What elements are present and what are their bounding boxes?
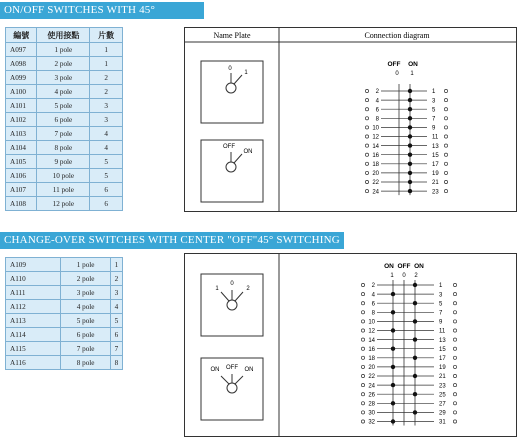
terminal-num-right: 25 bbox=[439, 392, 446, 399]
terminal-right bbox=[453, 365, 456, 368]
diag-label-off: OFF bbox=[387, 61, 401, 68]
terminal-num-right: 7 bbox=[432, 116, 436, 123]
terminal-right bbox=[444, 162, 447, 165]
cell-code: A116 bbox=[6, 356, 61, 370]
cell-contacts: 4 pole bbox=[37, 85, 90, 99]
table-row bbox=[6, 356, 123, 370]
table-row bbox=[6, 155, 123, 169]
terminal-right bbox=[453, 283, 456, 286]
terminal-left bbox=[361, 384, 364, 387]
table-row bbox=[6, 141, 123, 155]
terminal-num-left: 16 bbox=[372, 152, 379, 159]
terminal-num-right: 1 bbox=[432, 89, 436, 96]
cell-pieces: 8 bbox=[110, 356, 122, 370]
terminal-num-right: 15 bbox=[432, 152, 439, 159]
contact-dot bbox=[413, 337, 417, 341]
terminal-right bbox=[453, 393, 456, 396]
contact-dot bbox=[413, 283, 417, 287]
cell-contacts: 6 pole bbox=[61, 328, 111, 342]
terminal-num-left: 12 bbox=[372, 134, 379, 141]
contact-dot bbox=[391, 310, 395, 314]
terminal-num-left: 30 bbox=[368, 410, 375, 417]
terminal-num-left: 10 bbox=[368, 319, 375, 326]
cell-pieces: 5 bbox=[90, 155, 123, 169]
section2-drawing bbox=[185, 254, 516, 436]
cell-pieces: 1 bbox=[90, 57, 123, 71]
terminal-num-left: 20 bbox=[368, 365, 375, 372]
cell-contacts: 12 pole bbox=[37, 197, 90, 211]
terminal-right bbox=[453, 347, 456, 350]
cell-code: A107 bbox=[6, 183, 37, 197]
cell-contacts: 2 pole bbox=[61, 272, 111, 286]
plate3-label-1: 1 bbox=[215, 286, 219, 292]
terminal-right bbox=[444, 89, 447, 92]
terminal-num-left: 10 bbox=[372, 125, 379, 132]
table-row bbox=[6, 169, 123, 183]
terminal-right bbox=[444, 190, 447, 193]
terminal-num-right: 17 bbox=[432, 162, 439, 168]
terminal-right bbox=[444, 180, 447, 183]
cell-pieces: 1 bbox=[90, 43, 123, 57]
diag2-label-on-left: ON bbox=[384, 263, 394, 270]
contact-dot bbox=[408, 143, 412, 147]
terminal-num-left: 6 bbox=[375, 107, 379, 114]
cell-contacts: 1 pole bbox=[37, 43, 90, 57]
table-row bbox=[6, 300, 123, 314]
terminal-num-right: 7 bbox=[439, 310, 443, 317]
terminal-num-right: 5 bbox=[432, 107, 436, 114]
diag2-pos-0: 0 bbox=[402, 273, 406, 279]
terminal-right bbox=[453, 311, 456, 314]
cell-pieces: 4 bbox=[90, 141, 123, 155]
terminal-num-right: 23 bbox=[432, 189, 439, 196]
cell-pieces: 3 bbox=[90, 99, 123, 113]
col-header-pieces: 片數 bbox=[90, 28, 123, 43]
terminal-num-right: 9 bbox=[432, 125, 436, 132]
contact-dot bbox=[408, 134, 412, 138]
cell-code: A105 bbox=[6, 155, 37, 169]
terminal-num-left: 26 bbox=[368, 392, 375, 399]
terminal-num-left: 2 bbox=[371, 283, 375, 290]
table-row bbox=[6, 342, 123, 356]
terminal-left bbox=[365, 126, 368, 129]
contact-dot bbox=[408, 189, 412, 193]
terminal-num-right: 3 bbox=[439, 292, 443, 299]
terminal-left bbox=[365, 162, 368, 165]
section2-panel bbox=[184, 253, 517, 437]
terminal-num-right: 21 bbox=[432, 180, 439, 187]
terminal-num-left: 24 bbox=[372, 189, 379, 196]
plate3-label-0: 0 bbox=[230, 281, 234, 287]
cell-code: A104 bbox=[6, 141, 37, 155]
cell-code: A112 bbox=[6, 300, 61, 314]
contact-dot bbox=[413, 410, 417, 414]
col-header-code: 編號 bbox=[6, 28, 37, 43]
terminal-num-left: 4 bbox=[371, 292, 375, 299]
cell-pieces: 5 bbox=[110, 314, 122, 328]
terminal-num-left: 6 bbox=[371, 301, 375, 308]
table-row bbox=[6, 99, 123, 113]
cell-contacts: 6 pole bbox=[37, 113, 90, 127]
terminal-right bbox=[453, 338, 456, 341]
terminal-left bbox=[365, 117, 368, 120]
terminal-right bbox=[453, 374, 456, 377]
cell-contacts: 8 pole bbox=[37, 141, 90, 155]
knob-2 bbox=[226, 162, 236, 172]
terminal-left bbox=[361, 411, 364, 414]
cell-pieces: 2 bbox=[110, 272, 122, 286]
terminal-num-left: 18 bbox=[368, 356, 375, 362]
terminal-left bbox=[365, 180, 368, 183]
terminal-right bbox=[444, 144, 447, 147]
terminal-left bbox=[361, 347, 364, 350]
connection-diagram-2 bbox=[361, 263, 456, 426]
plate2-label-on: ON bbox=[243, 149, 253, 155]
panel-head-nameplate: Name Plate bbox=[213, 31, 251, 40]
terminal-num-right: 5 bbox=[439, 301, 443, 308]
terminal-num-right: 15 bbox=[439, 346, 446, 353]
terminal-right bbox=[453, 293, 456, 296]
contact-dot bbox=[413, 356, 417, 360]
section1-panel bbox=[184, 27, 517, 212]
terminal-right bbox=[453, 329, 456, 332]
table-row bbox=[6, 272, 123, 286]
contact-dot bbox=[408, 89, 412, 93]
cell-contacts: 11 pole bbox=[37, 183, 90, 197]
plate1-label-1: 1 bbox=[244, 70, 248, 76]
cell-code: A111 bbox=[6, 286, 61, 300]
plate4-label-on-right: ON bbox=[244, 367, 254, 373]
cell-code: A114 bbox=[6, 328, 61, 342]
cell-code: A115 bbox=[6, 342, 61, 356]
terminal-num-right: 31 bbox=[439, 419, 446, 426]
cell-code: A101 bbox=[6, 99, 37, 113]
terminal-num-right: 19 bbox=[439, 365, 446, 372]
terminal-num-left: 16 bbox=[368, 346, 375, 353]
terminal-right bbox=[453, 320, 456, 323]
table-row bbox=[6, 113, 123, 127]
cell-pieces: 7 bbox=[110, 342, 122, 356]
plate3-label-2: 2 bbox=[246, 286, 250, 292]
cell-pieces: 2 bbox=[90, 71, 123, 85]
diag2-pos-1: 1 bbox=[390, 273, 394, 279]
panel-head-connection: Connection diagram bbox=[364, 31, 430, 40]
terminal-left bbox=[361, 293, 364, 296]
contact-dot bbox=[413, 392, 417, 396]
diag2-pos-2: 2 bbox=[414, 273, 418, 279]
cell-contacts: 4 pole bbox=[61, 300, 111, 314]
section1-title: ON/OFF SWITCHES WITH 45° bbox=[0, 2, 204, 19]
table-row bbox=[6, 57, 123, 71]
diag2-label-on-right: ON bbox=[414, 263, 424, 270]
cell-code: A100 bbox=[6, 85, 37, 99]
terminal-num-right: 19 bbox=[432, 171, 439, 178]
cell-code: A103 bbox=[6, 127, 37, 141]
terminal-num-right: 27 bbox=[439, 401, 446, 408]
terminal-right bbox=[444, 108, 447, 111]
diag-pos-1: 1 bbox=[410, 71, 414, 77]
terminal-num-right: 3 bbox=[432, 98, 436, 105]
cell-contacts: 10 pole bbox=[37, 169, 90, 183]
contact-dot bbox=[413, 301, 417, 305]
cell-code: A097 bbox=[6, 43, 37, 57]
terminal-num-left: 28 bbox=[368, 401, 375, 408]
terminal-left bbox=[361, 302, 364, 305]
plate1-label-0: 0 bbox=[228, 66, 232, 72]
terminal-left bbox=[365, 99, 368, 102]
terminal-num-left: 22 bbox=[372, 180, 379, 187]
cell-pieces: 6 bbox=[90, 197, 123, 211]
terminal-right bbox=[453, 384, 456, 387]
cell-contacts: 1 pole bbox=[61, 258, 111, 272]
terminal-right bbox=[453, 356, 456, 359]
terminal-left bbox=[361, 393, 364, 396]
cell-contacts: 5 pole bbox=[61, 314, 111, 328]
knob-1 bbox=[226, 83, 236, 93]
terminal-left bbox=[361, 338, 364, 341]
contact-dot bbox=[413, 319, 417, 323]
terminal-num-left: 14 bbox=[368, 337, 375, 344]
table-row bbox=[6, 43, 123, 57]
cell-code: A106 bbox=[6, 169, 37, 183]
terminal-left bbox=[361, 283, 364, 286]
terminal-num-left: 14 bbox=[372, 143, 379, 150]
plate4-label-on-left: ON bbox=[210, 367, 220, 373]
cell-contacts: 7 pole bbox=[61, 342, 111, 356]
terminal-right bbox=[453, 402, 456, 405]
terminal-left bbox=[365, 108, 368, 111]
contact-dot bbox=[391, 347, 395, 351]
terminal-num-right: 23 bbox=[439, 383, 446, 390]
table-row bbox=[6, 127, 123, 141]
terminal-num-left: 32 bbox=[368, 419, 375, 426]
terminal-num-right: 17 bbox=[439, 356, 446, 362]
terminal-left bbox=[365, 89, 368, 92]
table-row bbox=[6, 328, 123, 342]
contact-dot bbox=[391, 383, 395, 387]
terminal-left bbox=[365, 190, 368, 193]
terminal-left bbox=[365, 153, 368, 156]
terminal-right bbox=[444, 126, 447, 129]
cell-pieces: 3 bbox=[90, 113, 123, 127]
terminal-num-right: 11 bbox=[432, 134, 439, 141]
cell-pieces: 3 bbox=[110, 286, 122, 300]
terminal-num-right: 29 bbox=[439, 410, 446, 417]
cell-pieces: 4 bbox=[110, 300, 122, 314]
terminal-left bbox=[361, 311, 364, 314]
plate2-label-off: OFF bbox=[223, 144, 235, 150]
terminal-num-right: 9 bbox=[439, 319, 443, 326]
terminal-right bbox=[444, 117, 447, 120]
cell-code: A110 bbox=[6, 272, 61, 286]
section1-table bbox=[5, 27, 123, 211]
terminal-num-left: 24 bbox=[368, 383, 375, 390]
contact-dot bbox=[408, 162, 412, 166]
terminal-right bbox=[444, 153, 447, 156]
cell-pieces: 1 bbox=[110, 258, 122, 272]
terminal-right bbox=[453, 411, 456, 414]
terminal-left bbox=[361, 374, 364, 377]
terminal-right bbox=[453, 302, 456, 305]
cell-code: A098 bbox=[6, 57, 37, 71]
cell-pieces: 6 bbox=[110, 328, 122, 342]
terminal-num-left: 22 bbox=[368, 374, 375, 381]
cell-code: A099 bbox=[6, 71, 37, 85]
contact-dot bbox=[391, 292, 395, 296]
contact-dot bbox=[391, 401, 395, 405]
table-row bbox=[6, 85, 123, 99]
terminal-num-right: 11 bbox=[439, 328, 446, 335]
terminal-left bbox=[365, 144, 368, 147]
table-row bbox=[6, 71, 123, 85]
terminal-left bbox=[361, 365, 364, 368]
section1-drawing bbox=[185, 28, 516, 211]
cell-code: A109 bbox=[6, 258, 61, 272]
cell-contacts: 3 pole bbox=[37, 71, 90, 85]
terminal-num-right: 13 bbox=[439, 337, 446, 344]
diag2-label-off: OFF bbox=[397, 263, 411, 270]
cell-code: A108 bbox=[6, 197, 37, 211]
cell-pieces: 2 bbox=[90, 85, 123, 99]
plate4-label-off: OFF bbox=[226, 365, 238, 371]
contact-dot bbox=[408, 171, 412, 175]
terminal-right bbox=[444, 135, 447, 138]
table-row bbox=[6, 197, 123, 211]
cell-pieces: 5 bbox=[90, 169, 123, 183]
terminal-num-right: 1 bbox=[439, 283, 443, 290]
contact-dot bbox=[413, 374, 417, 378]
terminal-left bbox=[361, 356, 364, 359]
terminal-num-left: 8 bbox=[375, 116, 379, 123]
contact-dot bbox=[408, 107, 412, 111]
knob-3 bbox=[227, 300, 237, 310]
cell-contacts: 3 pole bbox=[61, 286, 111, 300]
terminal-num-left: 4 bbox=[375, 98, 379, 105]
col-header-contacts: 使用接點 bbox=[37, 28, 90, 43]
terminal-left bbox=[361, 320, 364, 323]
terminal-num-left: 20 bbox=[372, 171, 379, 178]
terminal-left bbox=[365, 135, 368, 138]
contact-dot bbox=[408, 180, 412, 184]
terminal-left bbox=[361, 329, 364, 332]
diag-label-on: ON bbox=[408, 61, 418, 68]
terminal-num-left: 18 bbox=[372, 162, 379, 168]
terminal-num-left: 12 bbox=[368, 328, 375, 335]
terminal-right bbox=[444, 171, 447, 174]
terminal-right bbox=[444, 99, 447, 102]
terminal-left bbox=[361, 420, 364, 423]
table-row bbox=[6, 183, 123, 197]
terminal-num-right: 13 bbox=[432, 143, 439, 150]
cell-contacts: 8 pole bbox=[61, 356, 111, 370]
terminal-right bbox=[453, 420, 456, 423]
contact-dot bbox=[408, 153, 412, 157]
contact-dot bbox=[408, 125, 412, 129]
contact-dot bbox=[408, 98, 412, 102]
cell-code: A113 bbox=[6, 314, 61, 328]
terminal-num-left: 8 bbox=[371, 310, 375, 317]
terminal-left bbox=[361, 402, 364, 405]
table-row bbox=[6, 314, 123, 328]
table-row bbox=[6, 286, 123, 300]
diag-pos-0: 0 bbox=[395, 71, 399, 77]
section2-title: CHANGE-OVER SWITCHES WITH CENTER "OFF"45° SWITCHING bbox=[0, 232, 344, 249]
contact-dot bbox=[391, 328, 395, 332]
section2-table bbox=[5, 257, 123, 370]
cell-code: A102 bbox=[6, 113, 37, 127]
cell-contacts: 9 pole bbox=[37, 155, 90, 169]
terminal-left bbox=[365, 171, 368, 174]
terminal-num-left: 2 bbox=[375, 89, 379, 96]
cell-pieces: 4 bbox=[90, 127, 123, 141]
cell-pieces: 6 bbox=[90, 183, 123, 197]
table-row bbox=[6, 258, 123, 272]
cell-contacts: 5 pole bbox=[37, 99, 90, 113]
contact-dot bbox=[391, 365, 395, 369]
contact-dot bbox=[391, 419, 395, 423]
knob-4 bbox=[227, 383, 237, 393]
terminal-num-right: 21 bbox=[439, 374, 446, 381]
cell-contacts: 2 pole bbox=[37, 57, 90, 71]
contact-dot bbox=[408, 116, 412, 120]
connection-diagram-1 bbox=[365, 61, 447, 195]
nameplate-1 bbox=[201, 61, 263, 123]
cell-contacts: 7 pole bbox=[37, 127, 90, 141]
